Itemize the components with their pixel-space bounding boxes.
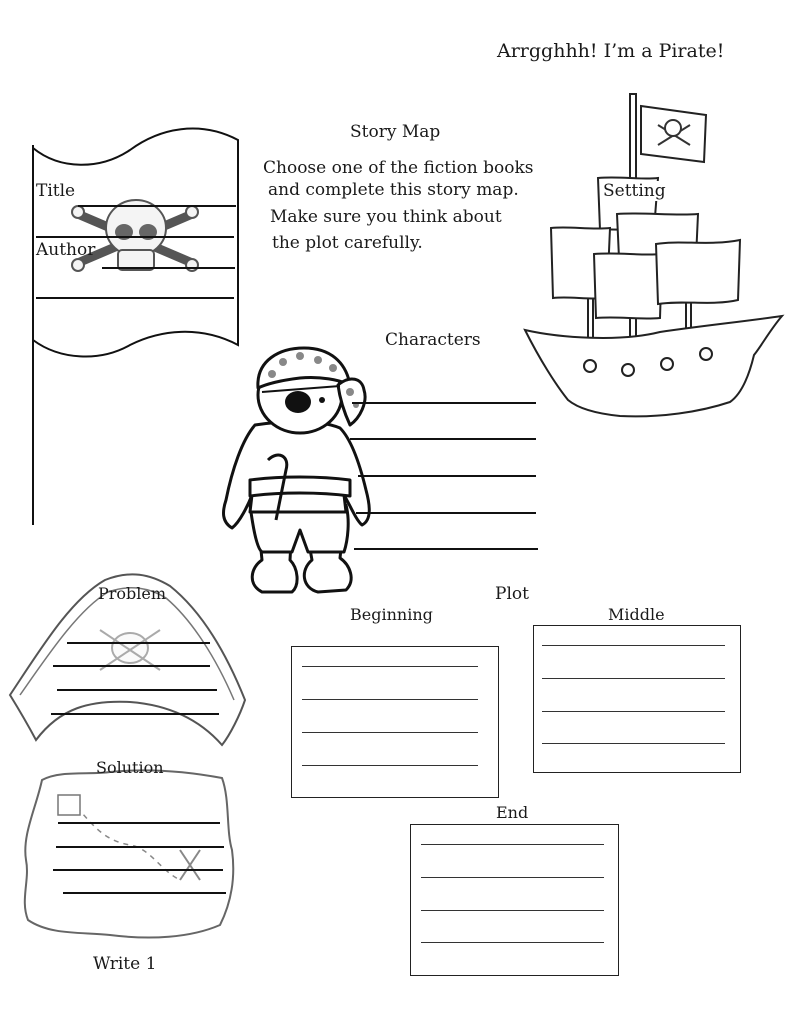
setting-label: Setting [603, 181, 666, 201]
title-label: Title [36, 181, 76, 201]
problem-label: Problem [98, 584, 167, 603]
solution-line-3[interactable] [53, 869, 223, 871]
instruction-line-3: Make sure you think about [270, 207, 502, 227]
plot-heading: Plot [495, 584, 529, 604]
instruction-line-1: Choose one of the fiction books [263, 158, 534, 178]
author-label: Author [36, 240, 96, 260]
middle-label: Middle [608, 605, 665, 624]
solution-line-2[interactable] [56, 846, 224, 848]
instruction-line-4: the plot carefully. [272, 233, 423, 253]
instruction-line-2: and complete this story map. [268, 180, 519, 200]
end-label: End [496, 803, 529, 822]
solution-line-1[interactable] [58, 822, 220, 824]
footer-text: Write 1 [93, 954, 157, 974]
solution-label: Solution [96, 758, 164, 777]
characters-label: Characters [385, 330, 481, 350]
story-map-heading: Story Map [350, 122, 441, 142]
solution-line-4[interactable] [63, 892, 226, 894]
beginning-label: Beginning [350, 605, 433, 624]
page-title: Arrgghhh! I’m a Pirate! [497, 40, 725, 62]
